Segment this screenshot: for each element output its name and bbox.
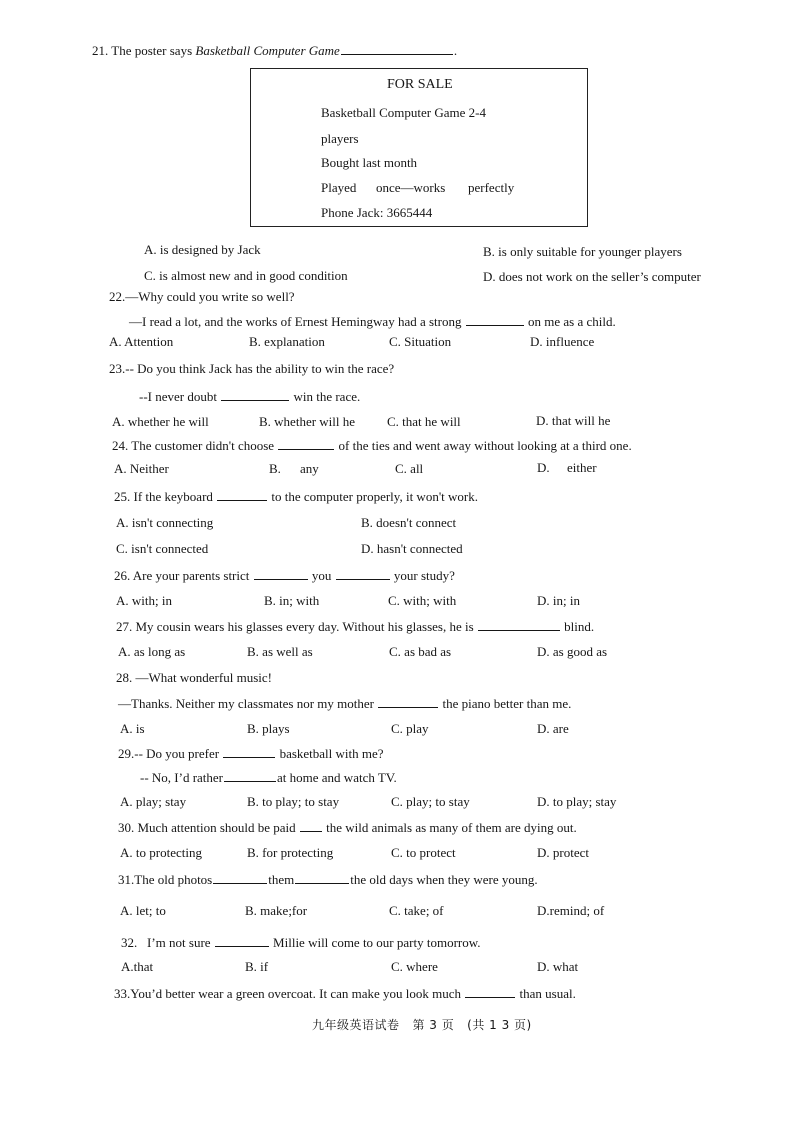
q30-stem — [118, 819, 577, 835]
q26-option-a: A. with; in — [116, 593, 172, 608]
answer-blank — [478, 618, 560, 631]
q29-stem-2-post: at home and watch TV. — [277, 770, 397, 785]
poster-line-3: Bought last month — [321, 155, 418, 170]
q25-stem-post: to the computer properly, it won't work. — [271, 489, 478, 504]
q30-stem-post: the wild animals as many of them are dying out. — [326, 820, 577, 835]
q27-option-c: C. as bad as — [389, 644, 452, 659]
q26-option-b: B. in; with — [264, 593, 320, 608]
q23-stem-2-pre: --I never doubt — [139, 389, 217, 404]
poster-line-1: Basketball Computer Game 2-4 — [321, 105, 486, 120]
q29-stem-1-post: basketball with me? — [279, 746, 384, 761]
q33-stem — [114, 985, 576, 1001]
q28-stem-1: 28. —What wonderful music! — [116, 670, 272, 685]
q22-option-b: B. explanation — [249, 334, 325, 349]
q23-stem-1: 23.-- Do you think Jack has the ability to win the race? — [109, 361, 395, 376]
q32-option-c: C. where — [391, 959, 438, 974]
q22-stem-2-pre: —I read a lot, and the works of Ernest Hemingway had a strong — [129, 314, 462, 329]
q25-option-d: D. hasn't connected — [361, 541, 463, 556]
q31-stem — [118, 871, 538, 887]
q28-option-a: A. is — [120, 721, 145, 736]
q24-option-a: A. Neither — [114, 461, 169, 476]
q25-option-a: A. isn't connecting — [116, 515, 214, 530]
q21-stem-italic: Basketball Computer Game — [195, 43, 340, 58]
q26-stem-mid: you — [311, 568, 332, 583]
q32-option-b: B. if — [245, 959, 269, 974]
q26-option-d: D. in; in — [537, 593, 580, 608]
q27-option-a: A. as long as — [118, 644, 186, 659]
q24-option-c: C. all — [395, 461, 424, 476]
q21-stem-text: The poster says — [111, 43, 193, 58]
q30-option-d: D. protect — [537, 845, 589, 860]
q31-option-c: C. take; of — [389, 903, 444, 918]
q21-number: 21. — [92, 43, 109, 58]
answer-blank — [223, 745, 275, 758]
q23-option-b: B. whether will he — [259, 414, 356, 429]
q30-option-c: C. to protect — [391, 845, 456, 860]
q28-stem-2 — [118, 695, 571, 711]
answer-blank — [295, 871, 349, 884]
answer-blank — [278, 437, 334, 450]
poster-title: FOR SALE — [387, 77, 453, 92]
q21-option-c: C. is almost new and in good condition — [144, 268, 348, 283]
q25-stem-pre: 25. If the keyboard — [114, 489, 213, 504]
answer-blank — [300, 819, 322, 832]
q24-option-b: B. — [269, 461, 281, 476]
q31-option-d: D.remind; of — [537, 903, 605, 918]
q23-stem-2-post: win the race. — [293, 389, 361, 404]
q22-option-a: A. Attention — [109, 334, 174, 349]
poster-line-4a: Played — [321, 180, 357, 195]
q28-stem-2-post: the piano better than me. — [442, 696, 572, 711]
q32-stem — [121, 934, 481, 950]
q24-stem-post: of the ties and went away without looking at a third one. — [338, 438, 632, 453]
q28-option-b: B. plays — [247, 721, 290, 736]
poster-line-2: players — [321, 131, 359, 146]
q33-stem-post: than usual. — [519, 986, 576, 1001]
q31-option-b: B. make;for — [245, 903, 308, 918]
q32-stem-pre: 32. I’m not sure — [121, 935, 211, 950]
q29-stem-1-pre: 29.-- Do you prefer — [118, 746, 220, 761]
q29-option-d: D. to play; stay — [537, 794, 617, 809]
q31-stem-pre: 31.The old photos — [118, 872, 213, 887]
q32-stem-post: Millie will come to our party tomorrow. — [273, 935, 481, 950]
q30-stem-pre: 30. Much attention should be paid — [118, 820, 296, 835]
q30-option-a: A. to protecting — [120, 845, 202, 860]
q27-stem-post: blind. — [564, 619, 595, 634]
q25-option-c: C. isn't connected — [116, 541, 209, 556]
q31-option-a: A. let; to — [120, 903, 166, 918]
q23-option-d: D. that will he — [536, 413, 611, 428]
q24-stem — [112, 437, 632, 453]
page-footer: 九年级英语试卷 第 3 页 (共 1 3 页) — [312, 1018, 532, 1032]
q32-option-d: D. what — [537, 959, 579, 974]
answer-blank — [215, 934, 269, 947]
q24-stem-pre: 24. The customer didn't choose — [112, 438, 275, 453]
answer-blank — [254, 567, 308, 580]
q21-option-a: A. is designed by Jack — [144, 242, 261, 257]
q23-stem-2 — [139, 388, 360, 404]
q24-option-b-text: any — [300, 461, 319, 476]
q30-option-b: B. for protecting — [247, 845, 334, 860]
q27-option-d: D. as good as — [537, 644, 608, 659]
q26-option-c: C. with; with — [388, 593, 457, 608]
q26-stem-post: your study? — [393, 568, 455, 583]
q29-stem-2-pre: -- No, I’d rather — [140, 770, 224, 785]
q21-option-b: B. is only suitable for younger players — [483, 244, 682, 259]
q22-stem-2 — [129, 313, 616, 329]
q24-option-d: D. — [537, 460, 550, 475]
answer-blank — [221, 388, 289, 401]
q27-option-b: B. as well as — [247, 644, 313, 659]
q28-option-d: D. are — [537, 721, 569, 736]
q22-option-d: D. influence — [530, 334, 595, 349]
q31-stem-post: the old days when they were young. — [350, 872, 538, 887]
poster-line-5: Phone Jack: 3665444 — [321, 205, 433, 220]
poster-line-4b: once—works — [376, 180, 446, 195]
q27-stem — [116, 618, 594, 634]
q22-option-c: C. Situation — [389, 334, 452, 349]
q25-option-b: B. doesn't connect — [361, 515, 457, 530]
answer-blank — [465, 985, 515, 998]
answer-blank — [213, 871, 267, 884]
q23-option-c: C. that he will — [387, 414, 461, 429]
answer-blank — [217, 488, 267, 501]
q28-stem-2-pre: —Thanks. Neither my classmates nor my mother — [118, 696, 374, 711]
q29-stem-1 — [118, 745, 384, 761]
q29-option-b: B. to play; to stay — [247, 794, 340, 809]
q25-stem — [114, 488, 478, 504]
q32-option-a: A.that — [121, 959, 154, 974]
answer-blank — [336, 567, 390, 580]
q21-stem — [92, 42, 457, 58]
answer-blank — [466, 313, 524, 326]
q29-option-a: A. play; stay — [120, 794, 187, 809]
answer-blank — [224, 769, 276, 782]
q27-stem-pre: 27. My cousin wears his glasses every day. Without his glasses, he is — [116, 619, 474, 634]
q21-stem-end: . — [453, 43, 458, 58]
q26-stem-pre: 26. Are your parents strict — [114, 568, 250, 583]
q24-option-d-text: either — [567, 460, 597, 475]
q33-stem-pre: 33.You’d better wear a green overcoat. It can make you look much — [114, 986, 462, 1001]
answer-blank — [378, 695, 438, 708]
q29-stem-2 — [140, 769, 397, 785]
q28-option-c: C. play — [391, 721, 429, 736]
poster-line-4c: perfectly — [468, 180, 515, 195]
q29-option-c: C. play; to stay — [391, 794, 470, 809]
q22-stem-2-post: on me as a child. — [528, 314, 616, 329]
q26-stem — [114, 567, 455, 583]
q31-stem-mid: them — [268, 872, 295, 887]
answer-blank — [341, 42, 453, 55]
q22-stem-1: 22.—Why could you write so well? — [109, 289, 295, 304]
q21-option-d: D. does not work on the seller’s computer — [483, 269, 701, 284]
q23-option-a: A. whether he will — [112, 414, 209, 429]
